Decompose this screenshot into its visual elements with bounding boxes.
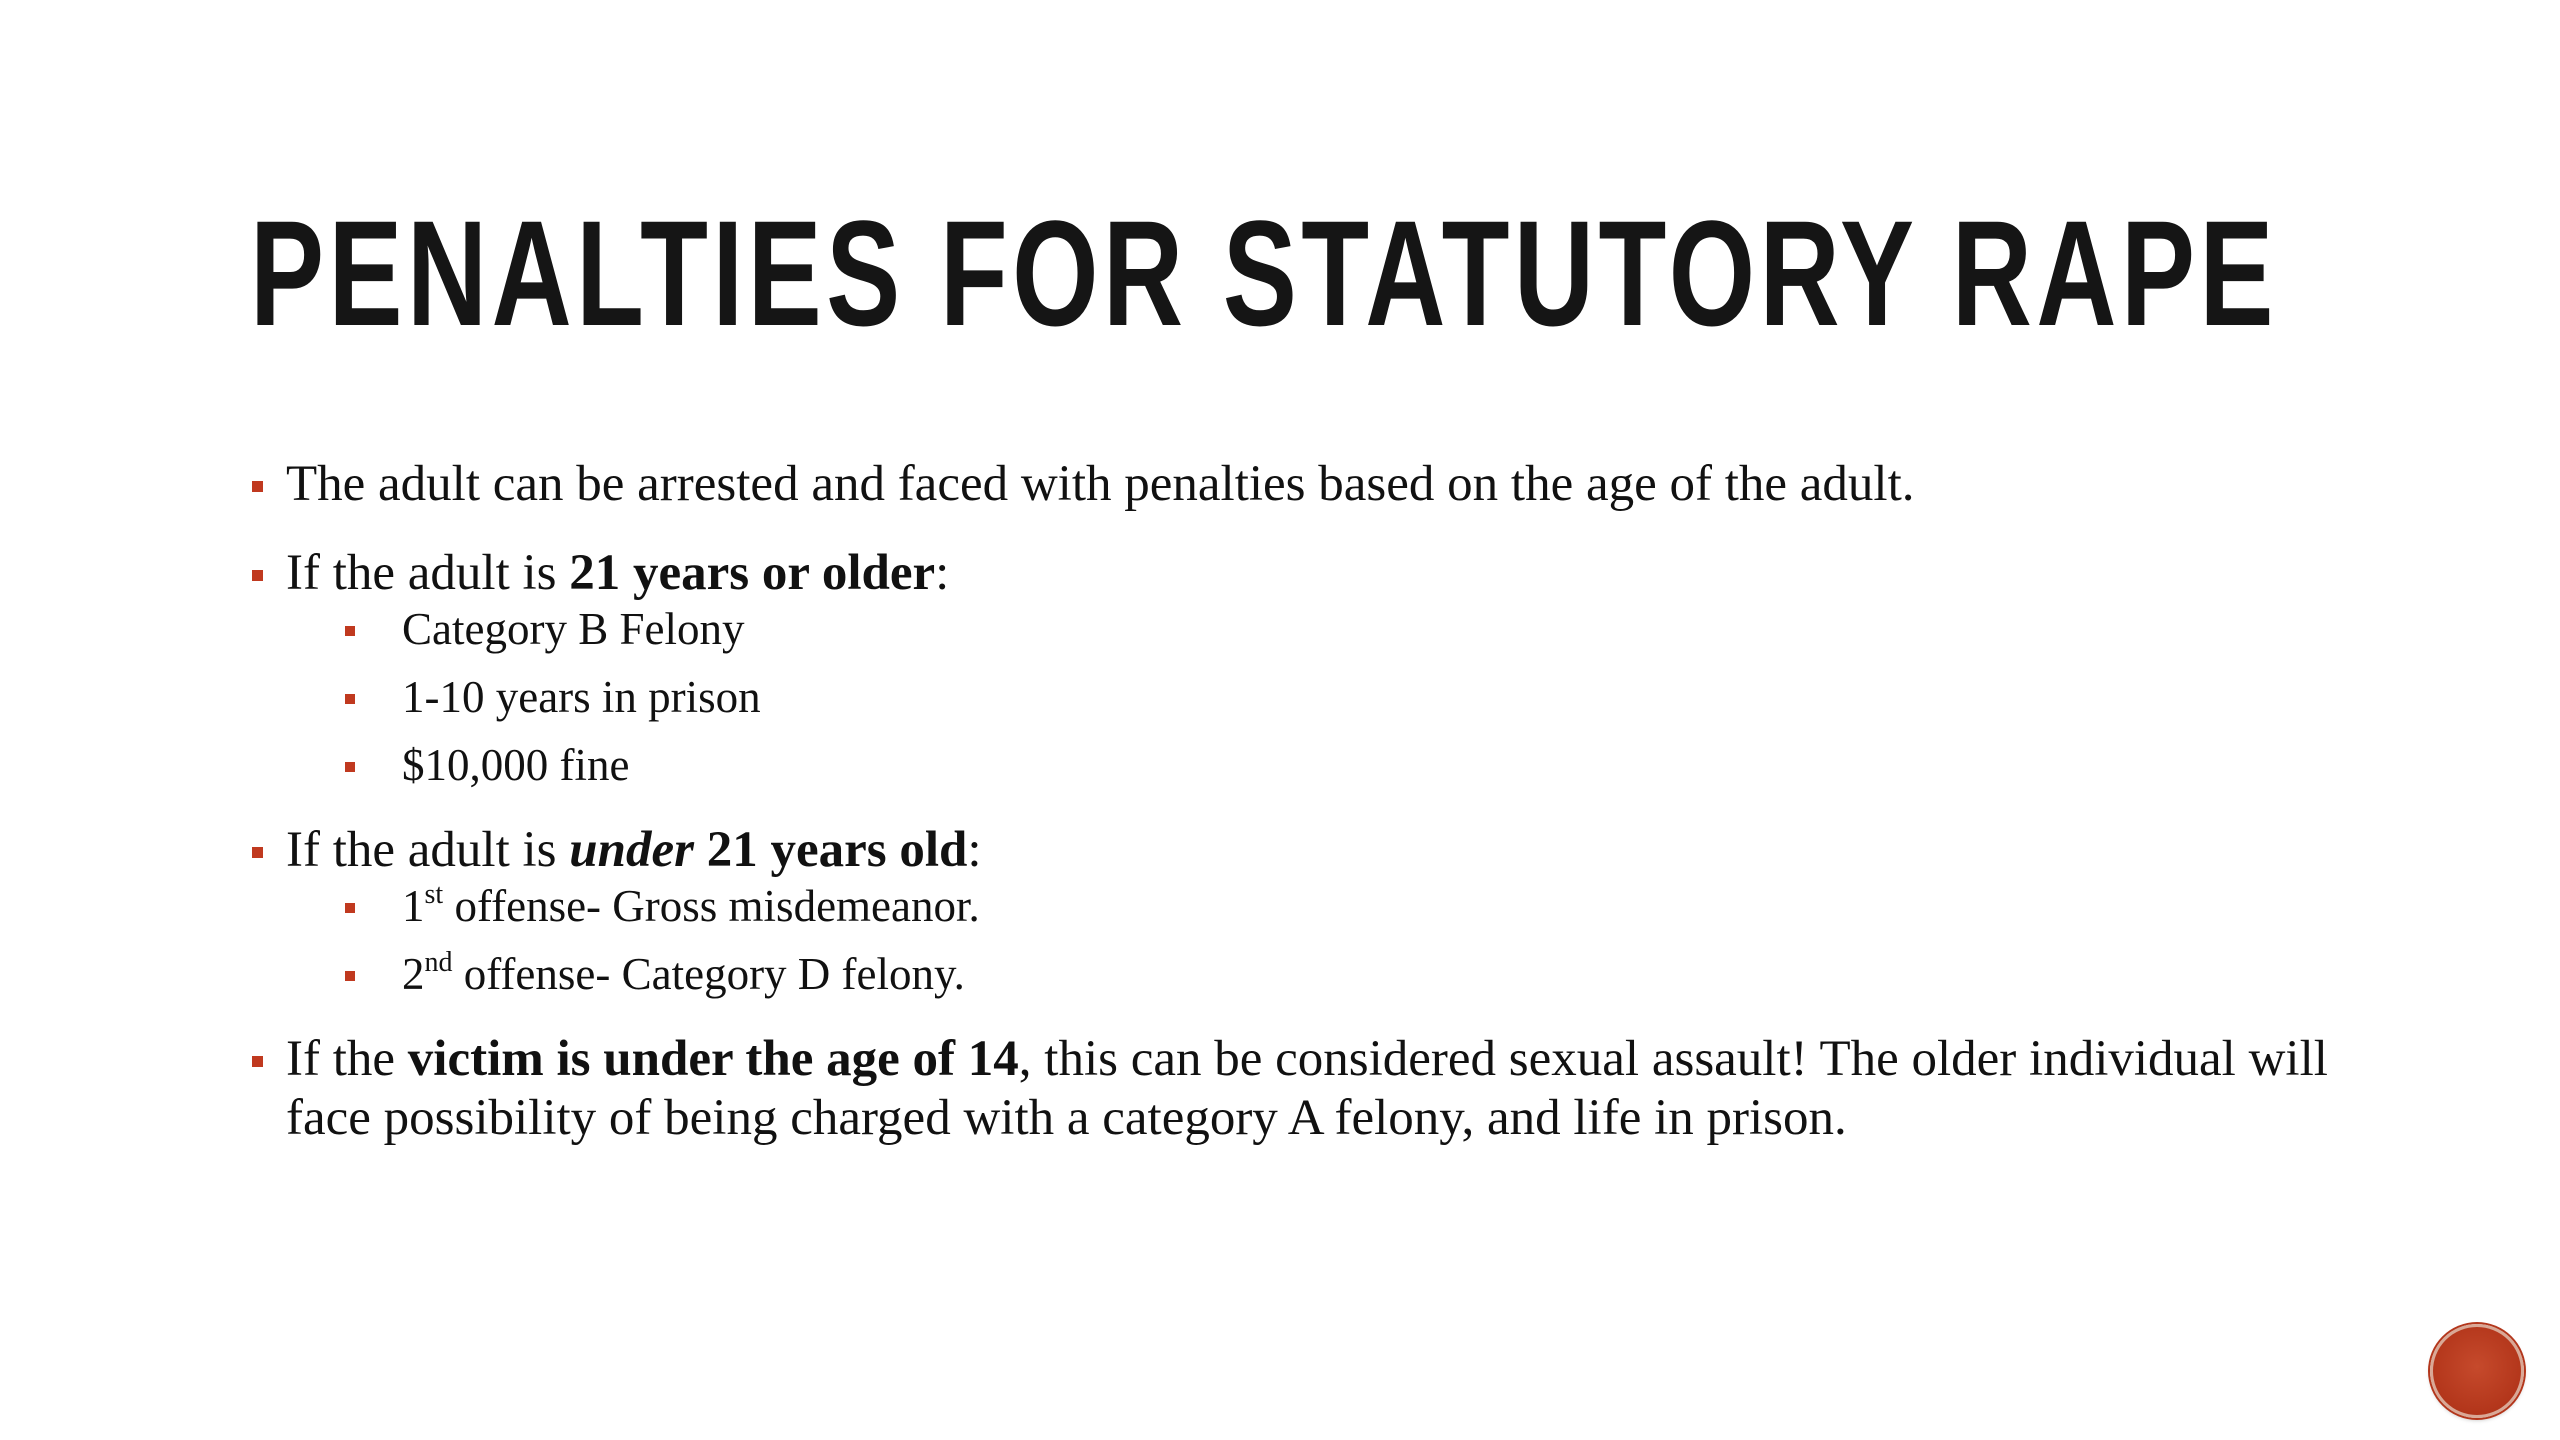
square-bullet-icon [345, 626, 355, 636]
bullet-item-victim-under-14 [250, 1030, 2380, 1148]
bullet-text-before: If the adult is [286, 822, 570, 878]
square-bullet-icon [252, 570, 263, 581]
sub-bullet-item [286, 948, 2380, 1000]
sub-bullet-text [346, 880, 980, 932]
slide-nav-icon [2433, 1327, 2521, 1415]
bullet-list [250, 455, 2380, 1148]
square-bullet-icon [252, 481, 263, 492]
ordinal-suffix: nd [424, 947, 453, 978]
square-bullet-icon [252, 1056, 263, 1067]
sub-bullet-item [286, 880, 2380, 932]
sub-bullet-list [286, 880, 2380, 1000]
square-bullet-icon [345, 762, 355, 772]
sub-bullet-text [346, 948, 965, 1000]
sub-bullet-list [286, 603, 2380, 791]
sub-bullet-text: 1-10 years in prison [402, 672, 761, 722]
slide-nav-button[interactable] [2430, 1324, 2524, 1418]
bullet-item-21-or-older [250, 544, 2380, 791]
offense-text: offense- Gross misdemeanor. [443, 881, 980, 931]
ordinal-suffix: st [424, 879, 444, 910]
square-bullet-icon [345, 694, 355, 704]
bullet-bold-italic-text: under [569, 822, 694, 878]
offense-text: offense- Category D felony. [452, 949, 965, 999]
sub-bullet-text: $10,000 fine [402, 740, 630, 790]
bullet-item-under-21 [250, 821, 2380, 1000]
square-bullet-icon [345, 971, 355, 981]
bullet-bold-text: 21 years or older [569, 545, 936, 601]
ordinal-number: 2 [402, 949, 425, 999]
bullet-text-after: : [967, 822, 982, 878]
sub-bullet-item [286, 739, 2380, 791]
square-bullet-icon [345, 903, 355, 913]
bullet-text-before: If the adult is [286, 545, 570, 601]
bullet-item-arrest [250, 455, 2380, 514]
slide-title: PENALTIES FOR STATUTORY RAPE [250, 189, 2278, 357]
sub-bullet-text: Category B Felony [402, 604, 745, 654]
sub-bullet-item [286, 603, 2380, 655]
bullet-bold-text: 21 years old [693, 822, 968, 878]
slide-body [250, 455, 2380, 1178]
bullet-bold-text: victim is under the age of 14 [407, 1031, 1019, 1087]
bullet-text-after: , this can be considered sexual assault! The older individual will face possibility of being charged with a category A felony, and life in prison. [286, 1031, 2328, 1146]
ordinal-number: 1 [402, 881, 425, 931]
square-bullet-icon [252, 847, 263, 858]
bullet-text-before: If the [286, 1031, 408, 1087]
sub-bullet-item [286, 671, 2380, 723]
bullet-text: The adult can be arrested and faced with penalties based on the age of the adult. [286, 456, 1915, 512]
bullet-text-after: : [935, 545, 950, 601]
